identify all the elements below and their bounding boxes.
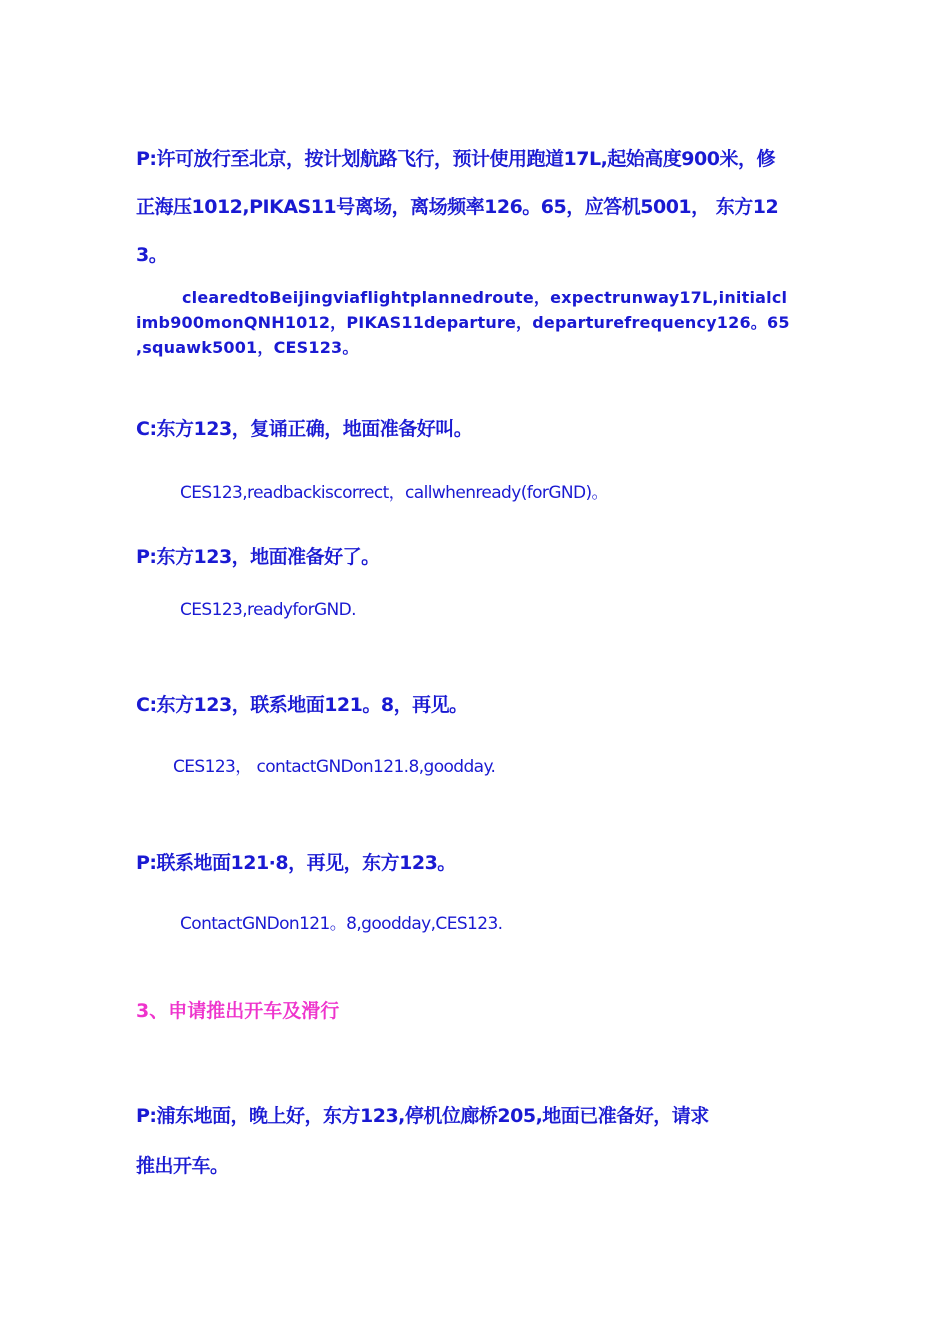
pilot-ready-for-ground-english: CES123,readyforGND. (180, 600, 356, 620)
controller-readback-correct: C:东方123，复诵正确，地面准备好叫。 (136, 418, 473, 440)
pilot-request-pushback-line-1: P:浦东地面，晚上好，东方123,停机位廊桥205,地面已准备好，请求 (136, 1105, 709, 1127)
pilot-contact-ground-readback: P:联系地面121·8，再见，东方123。 (136, 852, 456, 874)
controller-contact-ground: C:东方123，联系地面121。8，再见。 (136, 694, 468, 716)
pilot-clearance-english-line-3: ,squawk5001，CES123。 (136, 338, 359, 357)
section-heading-3: 3、申请推出开车及滑行 (136, 1000, 340, 1022)
pilot-clearance-line-2: 正海压1012,PIKAS11号离场，离场频率126。65，应答机5001， 东方12 (136, 196, 779, 218)
pilot-clearance-line-1: P:许可放行至北京，按计划航路飞行，预计使用跑道17L,起始高度900米，修 (136, 148, 775, 170)
controller-readback-correct-english: CES123,readbackiscorrect，callwhenready(forGND)。 (180, 483, 608, 503)
pilot-contact-ground-readback-english: ContactGNDon121。8,goodday,CES123. (180, 914, 503, 934)
pilot-clearance-line-3: 3。 (136, 244, 168, 266)
controller-contact-ground-english: CES123， contactGNDon121.8,goodday. (173, 757, 496, 777)
pilot-clearance-english-line-1: clearedtoBeijingviaflightplannedroute，expectrunway17L,initialcl (182, 288, 788, 307)
pilot-ready-for-ground: P:东方123，地面准备好了。 (136, 546, 380, 568)
pilot-request-pushback-line-2: 推出开车。 (136, 1155, 229, 1177)
pilot-clearance-english-line-2: imb900monQNH1012，PIKAS11departure，departurefrequency126。65 (136, 313, 790, 332)
